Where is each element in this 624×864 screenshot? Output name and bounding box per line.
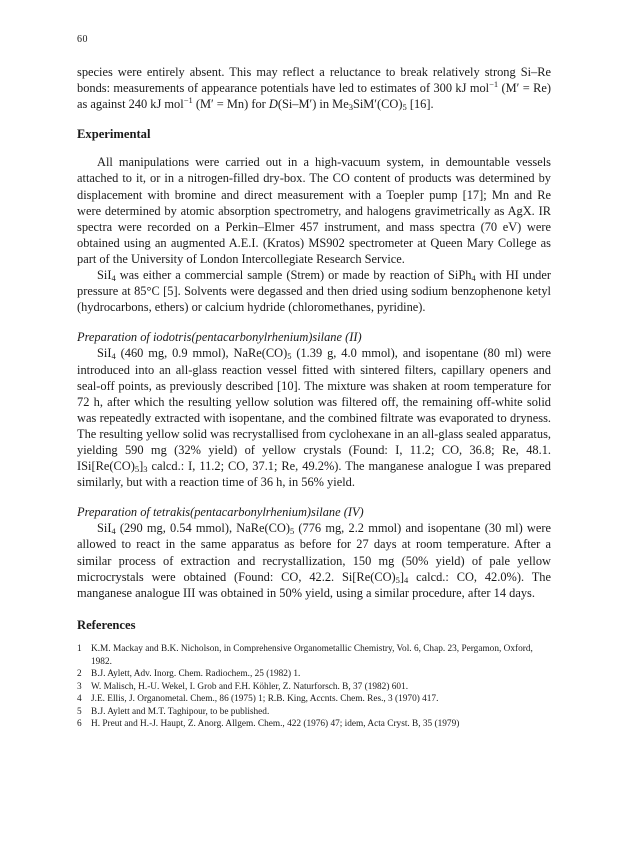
subscript: 3 (143, 464, 148, 475)
reference-item (77, 681, 551, 694)
paragraph-text: SiI (97, 268, 112, 283)
intro-text: (M′ = Mn) for (192, 97, 269, 112)
intro-paragraph (77, 64, 551, 112)
paragraph-text: SiI (97, 346, 112, 361)
superscript: −1 (183, 95, 193, 106)
paragraph-text: calcd.: I, 11.2; CO, 37.1; Re, 49.2%). The manganese analogue I was prepared similarly, but with a reaction time of 36 h, in 56% yield. (77, 459, 551, 490)
reference-number: 6 (77, 719, 82, 730)
reference-number: 1 (77, 643, 82, 654)
reference-number: 3 (77, 681, 82, 692)
reference-item (77, 693, 551, 706)
paragraph-text: (460 mg, 0.9 mmol), NaRe(CO) (115, 346, 288, 361)
reference-text: K.M. Mackay and B.K. Nicholson, in Comprehensive Organometallic Chemistry, Vol. 6, Chap. 23, Pergamon, Oxford, 1982. (91, 643, 533, 667)
reference-item (77, 668, 551, 681)
intro-text: species were entirely absent. This may reflect a reluctance to break relatively strong Si–Re bonds: measurements of appearance potentials have led to estimates of 300 kJ mol (77, 65, 551, 96)
reference-text: J.E. Ellis, J. Organometal. Chem., 86 (1975) 1; R.B. King, Accnts. Chem. Res., 3 (1970) 417. (91, 694, 439, 705)
experimental-paragraph-2 (77, 267, 551, 315)
references-heading: References (77, 617, 136, 632)
italic-symbol: D (268, 97, 278, 112)
reference-list (77, 643, 551, 731)
subscript: 5 (289, 526, 295, 537)
reference-text: B.J. Aylett and M.T. Taghipour, to be published. (91, 706, 270, 717)
intro-text: [16]. (406, 97, 434, 112)
paragraph-text: (776 mg, 2.2 mmol) and isopentane (30 ml) were allowed to react in the same apparatus as before for 27 days at room temperature. After a similar process of extraction and recrystallization, 150 mg (50% yield) of pale yellow microcrystals were obtained (Found: CO, 42.2. Si[Re(CO) (77, 521, 551, 584)
experimental-paragraph-1: All manipulations were carried out in a high-vacuum system, in demountable vessels attached to it, or in a nitrogen-filled dry-box. The CO content of products was determined by displacement with bromine and direct measurement with a Toepler pump [17]; Mn and Re were determined by atomic absorption spectrometry, and halogens gravimetrically as AgX. IR spectra were recorded on a Perkin–Elmer 457 instrument, and mass spectra (70 eV) were obtained using an augmented A.E.I. (Kratos) MS902 spectrometer at Queen Mary College as part of the University of London Intercollegiate Research Service. (77, 155, 551, 266)
reference-item (77, 706, 551, 719)
intro-text: (M′ = Re) as against 240 kJ mol (77, 81, 551, 112)
reference-item (77, 643, 551, 668)
intro-text: SiM′(CO) (352, 97, 403, 112)
subscript: 4 (111, 273, 116, 284)
prep2-subheading: Preparation of iodotris(pentacarbonylrhenium)silane (II) (77, 330, 362, 345)
prep4-paragraph (77, 520, 551, 600)
paragraph-text: with HI under pressure at 85°C [5]. Solvents were degassed and then dried using sodium benzophenone ketyl (hydrocarbons, ethers) or calcium hydride (chloromethanes, pyridine). (77, 268, 551, 315)
page-body (77, 64, 551, 731)
subscript: 5 (134, 464, 140, 475)
subscript: 5 (287, 351, 292, 362)
reference-number: 4 (77, 694, 82, 705)
prep2-paragraph (77, 345, 551, 490)
reference-text: W. Malisch, H.-U. Wekel, I. Grob and F.H. Köhler, Z. Naturforsch. B, 37 (1982) 601. (91, 681, 409, 692)
reference-number: 2 (77, 669, 82, 680)
reference-text: B.J. Aylett, Adv. Inorg. Chem. Radiochem., 25 (1982) 1. (91, 669, 301, 680)
paragraph-text: calcd.: CO, 42.0%). The manganese analogue III was obtained in 50% yield, using a similar procedure, after 14 days. (77, 569, 551, 600)
reference-text: H. Preut and H.-J. Haupt, Z. Anorg. Allgem. Chem., 422 (1976) 47; idem, Acta Cryst. B, 35 (1979) (91, 719, 460, 730)
experimental-heading: Experimental (77, 127, 151, 142)
subscript: 4 (111, 351, 116, 362)
prep4-subheading: Preparation of tetrakis(pentacarbonylrhenium)silane (IV) (77, 505, 364, 520)
paragraph-text: (290 mg, 0.54 mmol), NaRe(CO) (115, 521, 290, 536)
subscript: 5 (395, 574, 400, 585)
subscript: 3 (348, 102, 353, 113)
subscript: 5 (402, 102, 407, 113)
paragraph-text: SiI (97, 521, 112, 536)
superscript: −1 (489, 79, 499, 90)
page-number: 60 (77, 34, 88, 45)
reference-item (77, 718, 551, 731)
paragraph-text: ] (139, 459, 144, 474)
subscript: 4 (471, 273, 476, 284)
subscript: 4 (404, 574, 409, 585)
paragraph-text: ] (399, 569, 405, 584)
paragraph-text: was either a commercial sample (Strem) or made by reaction of SiPh (115, 268, 472, 283)
paragraph-text: (1.39 g, 4.0 mmol), and isopentane (80 ml) were introduced into an all-glass reaction vessel fitted with sintered filters, capillary openers and seal-off points, as previously described [10]. The mixture was shaken at room temperature for 72 h, after which the resulting yellow solution was filtered off, the remaining off-white solid was repeatedly extracted with isopentane, and the combined filtrate was evaporated to dryness. The resulting yellow solid was recrystallised from cyclohexane in an all-glass sealed apparatus, yielding 590 mg (32% yield) of yellow crystals (Found: I, 11.2; CO, 36.8; Re, 48.1. ISi[Re(CO) (77, 346, 552, 474)
subscript: 4 (111, 526, 116, 537)
intro-text: (Si–M′) in Me (277, 97, 349, 112)
reference-number: 5 (77, 706, 82, 717)
